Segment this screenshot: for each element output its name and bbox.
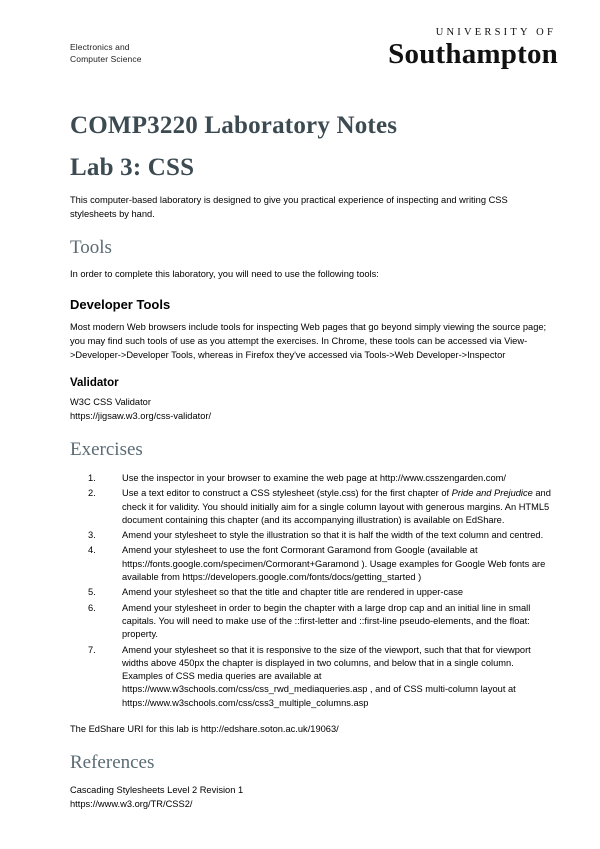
university-logo bbox=[388, 28, 558, 69]
page-title: COMP3220 Laboratory Notes bbox=[70, 112, 398, 139]
exercise-text: Amend your stylesheet to style the illustration so that it is half the width of the text column and centred. bbox=[122, 530, 544, 541]
exercise-number: 3. bbox=[88, 530, 96, 541]
section-heading-references: References bbox=[70, 752, 155, 774]
intro-paragraph: This computer-based laboratory is designed to give you practical experience of inspecting and writing CSS stylesheets by hand. bbox=[70, 195, 508, 219]
exercise-text: Use the inspector in your browser to examine the web page at http://www.csszengarden.com/ bbox=[122, 473, 506, 483]
exercise-text: Amend your stylesheet so that the title and chapter title are rendered in upper-case bbox=[122, 587, 464, 598]
exercise-number: 2. bbox=[88, 488, 96, 499]
university-logo-name: Southampton bbox=[388, 37, 558, 70]
reference-url[interactable]: https://www.w3.org/TR/CSS2/ bbox=[70, 798, 193, 809]
page-header bbox=[70, 28, 558, 90]
exercise-number: 5. bbox=[88, 587, 96, 598]
list-item bbox=[70, 602, 558, 642]
reference-entry bbox=[70, 784, 558, 811]
validator-name: W3C CSS Validator bbox=[70, 397, 151, 407]
exercise-text: Use a text editor to construct a CSS stylesheet (style.css) for the first chapter of Pride and Prejudice and check it for validity. You should initially aim for a single column layout with generous margins. An HTML5 document containing this chapter (and its accompanying illustration) is available on EdShare. bbox=[122, 488, 551, 525]
list-item bbox=[70, 644, 558, 710]
department-line-2: Computer Science bbox=[70, 53, 142, 64]
department-label bbox=[70, 28, 142, 65]
reference-title: Cascading Stylesheets Level 2 Revision 1 bbox=[70, 785, 244, 796]
university-logo-top: UNIVERSITY OF bbox=[435, 27, 556, 38]
section-heading-tools: Tools bbox=[70, 237, 112, 258]
edshare-note[interactable]: The EdShare URI for this lab is http://edshare.soton.ac.uk/19063/ bbox=[70, 724, 339, 735]
exercise-text: Amend your stylesheet so that it is responsive to the size of the viewport, such that that for viewport widths above 450px the chapter is displayed in two columns, and below that in a single column. Examples of CSS media queries are available at https://www.w3schools.com/css/css_rwd_mediaqueries.asp , and of CSS multi-column layout at https://www.w3schools.com/css/css3_multiple_columns.asp bbox=[122, 644, 531, 708]
exercise-number: 1. bbox=[88, 473, 96, 483]
exercise-list bbox=[70, 472, 558, 710]
subsection-heading-developer-tools: Developer Tools bbox=[70, 297, 171, 312]
list-item bbox=[70, 472, 558, 485]
exercise-text: Amend your stylesheet to use the font Cormorant Garamond from Google (available at https://fonts.google.com/specimen/Cormorant+Garamond ). Usage examples for Google Web fonts are available from https://developers.google.com/fonts/docs/getting_started ) bbox=[122, 545, 546, 583]
list-item bbox=[70, 544, 558, 584]
tools-intro: In order to complete this laboratory, you will need to use the following tools: bbox=[70, 269, 379, 279]
subsection-heading-validator: Validator bbox=[70, 377, 119, 389]
list-item bbox=[70, 586, 558, 599]
section-heading-exercises: Exercises bbox=[70, 439, 143, 460]
validator-url[interactable]: https://jigsaw.w3.org/css-validator/ bbox=[70, 410, 212, 421]
exercise-number: 7. bbox=[88, 644, 96, 655]
developer-tools-body: Most modern Web browsers include tools for inspecting Web pages that go beyond simply viewing the source page; you may find such tools of use as you attempt the exercises. In Chrome, these tools can be accessed via View->Developer->Developer Tools, whereas in Firefox they've accessed via Tools->Web Developer->Inspector bbox=[70, 322, 547, 360]
department-line-1: Electronics and bbox=[70, 42, 130, 52]
list-item bbox=[70, 529, 558, 542]
exercise-number: 6. bbox=[88, 602, 96, 613]
page-subtitle: Lab 3: CSS bbox=[70, 154, 195, 181]
exercise-number: 4. bbox=[88, 545, 96, 556]
exercise-text: Amend your stylesheet in order to begin the chapter with a large drop cap and an initial line in small capitals. You will need to make use of the ::first-letter and ::first-line pseudo-elements, and the float: property. bbox=[122, 602, 531, 640]
list-item bbox=[70, 487, 558, 527]
